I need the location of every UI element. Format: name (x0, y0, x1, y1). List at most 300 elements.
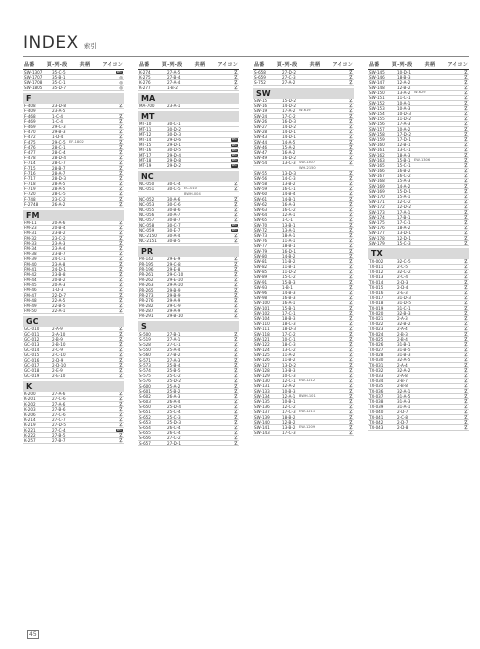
page-reference: 29-D-2 (167, 163, 181, 168)
page-reference: 12-A-2 (397, 80, 411, 85)
item-icon (341, 265, 354, 270)
column-header-page: 頁-列-段 (391, 62, 413, 68)
shared-item: EW-1212 (299, 378, 316, 383)
finish-icon: Ｚ (463, 178, 468, 184)
product-code: GC-015 (24, 352, 40, 358)
finish-icon: Ｚ (348, 415, 353, 420)
item-icon (456, 174, 469, 179)
item-icon (111, 293, 124, 298)
finish-icon: Ｚ (348, 404, 353, 410)
item-icon (456, 337, 469, 342)
item-icon (226, 374, 239, 379)
product-code: SW-27 (254, 124, 268, 129)
product-code: FM-31 (24, 230, 37, 236)
item-icon (111, 119, 124, 124)
page-reference: 2-A-9 (52, 326, 63, 332)
product-code: SW-72 (254, 228, 268, 233)
product-code: S-550 (139, 347, 151, 353)
page-reference: 15-A-3 (397, 178, 411, 184)
item-icon (456, 374, 469, 379)
page-reference: 20-A-3 (52, 282, 66, 288)
page-reference: 17-C-1 (282, 311, 296, 316)
product-code: FM-33 (24, 241, 37, 246)
finish-icon: Ｚ (118, 220, 123, 225)
page-reference: 16-C-2 (397, 173, 411, 179)
finish-icon: Ｚ (463, 85, 468, 91)
page-reference: 25-B-5 (167, 368, 181, 373)
page-reference: 22-A-1 (52, 308, 66, 314)
index-row (138, 441, 239, 446)
finish-icon: Ｚ (233, 420, 238, 425)
finish-icon: Ｚ (463, 116, 468, 122)
item-icon (341, 156, 354, 161)
page-reference: 29-E-10 (167, 277, 183, 283)
finish-icon: Ｚ (463, 163, 468, 168)
page-reference: 15-D-2 (282, 98, 296, 104)
item-icon (341, 223, 354, 228)
shared-item: W-619 (299, 108, 311, 113)
page-reference: 15-C-2 (282, 274, 296, 280)
index-column-1 (23, 62, 124, 444)
product-code: NC-050 (139, 181, 155, 187)
item-icon (226, 353, 239, 358)
item-icon (111, 80, 124, 85)
product-code: S-603 (139, 399, 151, 405)
item-icon (456, 70, 469, 75)
finish-icon: Ｚ (348, 285, 353, 290)
product-code: FM-44 (24, 277, 37, 283)
product-code: F-715 (24, 166, 36, 171)
product-code: FM-41 (24, 267, 37, 272)
item-icon (226, 70, 239, 75)
product-code: TX-034 (369, 378, 384, 384)
page-reference: 14-C-3 (282, 176, 296, 181)
page-reference: 17-C-1 (397, 220, 411, 225)
page-reference: 32-A-1 (397, 389, 411, 394)
finish-icon: Ｚ (463, 189, 468, 194)
page-reference: 1-C-1 (282, 217, 294, 223)
finish-icon: Ｚ (118, 352, 123, 358)
page-reference: 10-B-3 (282, 389, 296, 394)
finish-icon: Ｚ (118, 332, 123, 337)
item-icon (456, 275, 469, 280)
item-icon (341, 239, 354, 244)
product-code: SW-101 (254, 306, 270, 311)
finish-icon: Ｚ (463, 409, 468, 415)
item-icon (226, 309, 239, 314)
page-reference: 29-B-3 (52, 129, 66, 135)
product-code: NC-055 (139, 207, 155, 213)
page-reference: 30-C-5 (167, 186, 181, 192)
page-reference: 13-B-2 (282, 181, 296, 187)
page-reference: 15-C-3 (397, 241, 411, 246)
item-icon (226, 75, 239, 80)
page-reference: 10-D-3 (397, 111, 411, 116)
item-icon (226, 223, 239, 228)
item-icon (341, 374, 354, 379)
product-code: S-651 (139, 409, 151, 415)
item-icon (111, 176, 124, 181)
product-code: SW-146 (369, 75, 385, 80)
finish-icon: Ｚ (348, 145, 353, 150)
finish-icon: Ｚ (463, 342, 468, 347)
item-icon (226, 304, 239, 309)
item-icon (456, 143, 469, 148)
finish-icon: Ｚ (118, 303, 123, 308)
finish-icon: Ｚ (463, 127, 468, 132)
page-reference: 11-D-2 (282, 269, 296, 275)
product-code: K-275 (139, 75, 151, 80)
page-reference: 10-C-1 (282, 337, 296, 342)
index-column-2 (138, 62, 239, 446)
page-reference: 26-A-4 (167, 399, 181, 405)
item-icon (226, 293, 239, 298)
finish-icon: Ｚ (233, 358, 238, 363)
page-reference: 31-A-3 (397, 399, 411, 404)
page-reference: 2-B-4 (397, 337, 408, 342)
page-reference: 20-B-2 (52, 277, 66, 283)
page-reference: 1-C-4 (52, 114, 64, 119)
finish-icon: Ｚ (233, 207, 238, 213)
product-code: SW-175 (369, 220, 385, 225)
finish-icon: Ｚ (348, 259, 353, 264)
index-row (253, 80, 354, 85)
product-code: SW-169 (369, 189, 385, 194)
product-code: TX-013 (369, 274, 384, 280)
page-reference: 29-A-10 (167, 282, 183, 288)
finish-icon: Ｚ (233, 404, 238, 410)
page-reference: 1-D-4 (52, 134, 64, 140)
recommend-badge-icon: REC (116, 428, 122, 432)
page-reference: 1-D-3 (52, 287, 64, 293)
item-icon (341, 171, 354, 176)
page-reference: 29-C-8 (167, 262, 181, 267)
page-reference: 27-A-1 (167, 337, 181, 342)
page-reference: 13-C-1 (397, 147, 411, 153)
page-reference: 1-C-4 (52, 119, 64, 124)
finish-icon: Ｚ (463, 95, 468, 101)
item-icon (226, 80, 239, 85)
finish-icon: Ｚ (348, 254, 353, 259)
product-code: SW-179 (369, 241, 385, 246)
page-reference: 16-D-1 (282, 249, 296, 254)
product-code: PR-282 (139, 303, 154, 309)
product-code: F-469 (24, 119, 36, 124)
finish-icon: Ｚ (348, 389, 353, 394)
product-code: SW-177 (369, 230, 385, 236)
item-icon (111, 252, 124, 257)
product-code: SW-1707 (24, 75, 43, 80)
finish-icon: Ｚ (463, 337, 468, 342)
product-code: TX-042 (369, 420, 384, 425)
product-code: SW-70 (254, 223, 268, 228)
item-icon (226, 86, 239, 91)
item-icon (456, 296, 469, 301)
finish-icon: Ｚ (348, 181, 353, 187)
product-code: GC-013 (24, 342, 40, 347)
item-icon (341, 431, 354, 436)
item-icon (456, 200, 469, 205)
product-code: PR-291 (139, 313, 154, 319)
page-reference: 27-C-4 (52, 428, 66, 433)
finish-icon: Ｚ (118, 140, 123, 145)
item-icon (111, 130, 124, 135)
finish-icon: Ｚ (348, 373, 353, 378)
page-reference: 17-C-2 (282, 332, 296, 337)
page-reference: 1-B-1 (282, 285, 293, 290)
product-code: FM-46 (24, 287, 37, 293)
page-reference: 28-D-3 (52, 176, 66, 181)
finish-icon: Ｚ (463, 295, 468, 301)
product-code: SW-154 (369, 111, 385, 116)
page-reference: 16-A-2 (282, 150, 296, 155)
finish-icon: Ｚ (348, 233, 353, 238)
product-code: NC-053 (139, 202, 155, 207)
page-reference: 14-A-5 (282, 140, 296, 145)
page-reference: 18-B-3 (397, 75, 411, 80)
page-reference: 25-C-3 (167, 415, 181, 420)
product-code: SW-168 (369, 178, 385, 184)
product-code: SW-60 (254, 191, 268, 197)
item-icon (111, 236, 124, 241)
product-code: SW-137 (254, 409, 270, 415)
product-code: SW-133 (254, 389, 270, 394)
item-icon (226, 394, 239, 399)
page-reference: 12-A-2 (282, 383, 296, 389)
item-icon (111, 166, 124, 171)
page-header (23, 30, 97, 52)
product-code: F-718 (24, 181, 36, 187)
finish-icon: Ｚ (233, 337, 238, 342)
column-header-icon: アイコン (447, 62, 468, 68)
finish-icon: Ｚ (463, 321, 468, 327)
item-icon (456, 301, 469, 306)
page-reference: 27-B-2 (167, 352, 181, 358)
product-code: NC-057 (139, 217, 155, 223)
finish-icon: Ｚ (348, 160, 353, 166)
item-icon (111, 304, 124, 309)
finish-icon: Ｚ (348, 207, 353, 212)
product-code: S-654 (139, 425, 151, 430)
product-code: SW-82 (254, 264, 268, 270)
item-icon (341, 192, 354, 197)
finish-icon: Ｚ (348, 249, 353, 254)
page-reference: 27-D-5 (52, 422, 66, 428)
product-code: SW-100 (254, 300, 270, 306)
finish-icon: Ｚ (463, 368, 468, 373)
finish-icon: Ｚ (348, 378, 353, 384)
finish-icon: Ｚ (463, 326, 468, 332)
item-icon (341, 327, 354, 332)
item-icon (111, 288, 124, 293)
product-code: SW-131 (254, 383, 270, 389)
finish-icon: Ｚ (118, 272, 123, 277)
finish-icon: Ｚ (118, 251, 123, 257)
column-header-code: 品番 (254, 62, 265, 68)
product-code: SW-159 (369, 137, 385, 142)
product-code: S-653 (139, 420, 151, 425)
item-icon (456, 80, 469, 85)
section-header: SW (253, 88, 354, 99)
finish-icon: Ｚ (233, 399, 238, 405)
product-code: SW-1805 (24, 85, 43, 91)
product-code: F-475 (24, 140, 36, 145)
finish-icon: ◎ (119, 80, 123, 85)
item-icon (341, 176, 354, 181)
product-code: TX-018 (369, 300, 384, 306)
page-reference: 25-A-4 (167, 347, 181, 353)
product-code: S-574 (139, 368, 151, 373)
page-reference: 17-A-2 (282, 108, 296, 114)
page-reference: 27-C-3 (282, 75, 296, 80)
column-header-page: 頁-列-段 (46, 62, 68, 68)
finish-icon: Ｚ (118, 287, 123, 293)
item-icon (456, 415, 469, 420)
product-code: TX-028 (369, 352, 384, 358)
page-reference: 11-B-1 (282, 264, 296, 270)
product-code: SW-134 (254, 394, 270, 399)
item-icon (456, 231, 469, 236)
page-reference: 32-C-2 (397, 269, 411, 275)
item-icon (456, 137, 469, 142)
finish-icon: Ｚ (118, 342, 123, 347)
item-icon (341, 254, 354, 259)
page-reference: 13-D-1 (397, 230, 411, 236)
item-icon (456, 127, 469, 132)
page-reference: 18-D-3 (282, 326, 296, 332)
item-icon (456, 179, 469, 184)
page-reference: 14-D-1 (282, 129, 296, 135)
page-reference: 2-A-4 (397, 326, 408, 332)
finish-icon: ◎ (119, 75, 123, 80)
page-reference: 30-B-6 (167, 207, 181, 213)
item-icon (456, 306, 469, 311)
page-reference: 2-D-4 (397, 285, 409, 290)
item-icon (341, 306, 354, 311)
page-reference: 27-D-2 (282, 70, 296, 75)
page-reference: 2-B-7 (397, 378, 408, 384)
finish-icon: Ｚ (118, 145, 123, 150)
item-icon (226, 288, 239, 293)
product-code: SW-80 (254, 254, 268, 259)
page-reference: 23-B-7 (52, 251, 66, 257)
item-icon (341, 150, 354, 155)
product-code: PR-273 (139, 293, 154, 298)
product-code: TX-033 (369, 373, 384, 378)
page-reference: 24-D-1 (52, 267, 66, 272)
index-row (138, 239, 239, 244)
product-code: K-274 (139, 70, 151, 75)
page-reference: 32-A-2 (397, 368, 411, 373)
finish-icon: Ｚ (348, 394, 353, 399)
finish-icon: Ｚ (233, 363, 238, 368)
index-row (368, 425, 469, 430)
finish-icon: Ｚ (348, 223, 353, 228)
product-code: S-600 (139, 384, 151, 389)
product-code: TX-015 (369, 285, 384, 290)
item-icon (341, 363, 354, 368)
finish-icon: Ｚ (118, 282, 123, 288)
finish-icon: Ｚ (233, 238, 238, 244)
product-code: SW-58 (254, 181, 268, 187)
item-icon (341, 322, 354, 327)
product-code: SW-15 (254, 98, 268, 104)
finish-icon: Ｚ (463, 101, 468, 106)
product-code: SW-61 (254, 197, 268, 202)
product-code: TX-040 (369, 409, 384, 415)
page-reference: 26-C-4 (167, 430, 181, 436)
finish-icon: Ｚ (233, 262, 238, 267)
item-icon (341, 259, 354, 264)
finish-icon: Ｚ (463, 204, 468, 210)
page-reference: 13-D-2 (282, 363, 296, 368)
product-code: SW-46 (254, 145, 268, 150)
item-icon (226, 348, 239, 353)
page-reference: 31-A-5 (397, 394, 411, 399)
finish-icon: Ｚ (348, 186, 353, 192)
page-reference: 29-B-10 (167, 313, 184, 319)
finish-icon: Ｚ (463, 347, 468, 353)
page-reference: 30-D-2 (167, 127, 181, 132)
product-code: S-601 (139, 389, 151, 394)
product-code: SW-151 (369, 95, 385, 101)
recommend-badge-icon: REC (116, 70, 122, 74)
item-icon (341, 405, 354, 410)
product-code: SW-28 (254, 129, 268, 135)
item-icon (111, 392, 124, 397)
item-icon (226, 278, 239, 283)
index-row (253, 431, 354, 436)
item-icon (226, 272, 239, 277)
item-icon (226, 208, 239, 213)
page-reference: 18-B-3 (282, 316, 296, 321)
product-code: SW-77 (254, 243, 268, 249)
item-icon (226, 420, 239, 425)
product-code: SW-49 (254, 155, 268, 161)
product-code: TX-025 (369, 337, 384, 342)
finish-icon: Ｚ (463, 158, 468, 163)
finish-icon: Ｚ (348, 124, 353, 129)
product-code: SW-16 (254, 103, 268, 109)
product-code: SW-91 (254, 280, 268, 285)
page-reference: 2-D-7 (397, 420, 409, 425)
shared-item: BWH-004 (184, 192, 201, 196)
item-icon (341, 182, 354, 187)
item-icon (341, 399, 354, 404)
finish-icon: Ｚ (118, 308, 123, 314)
page-reference: 28-A-5 (52, 186, 66, 192)
finish-icon: Ｚ (233, 378, 238, 384)
item-icon (456, 184, 469, 189)
page-reference: 25-D-3 (167, 420, 181, 425)
page-reference: 29-D-4 (167, 153, 181, 158)
finish-icon: Ｚ (463, 236, 468, 241)
section-header: NC (138, 171, 239, 182)
item-icon (226, 410, 239, 415)
item-icon (456, 132, 469, 137)
finish-icon: Ｚ (233, 394, 238, 399)
item-icon (111, 283, 124, 288)
product-code: SW-141 (254, 425, 270, 430)
column-header-icon: アイコン (332, 62, 353, 68)
page-reference: 2-E-3 (397, 290, 408, 295)
item-icon (456, 236, 469, 241)
finish-icon: Ｚ (233, 332, 238, 337)
page-reference: 13-B-2 (282, 425, 296, 430)
product-code: K-276 (139, 80, 151, 85)
product-code: SW-24 (254, 114, 268, 119)
item-icon (226, 218, 239, 223)
